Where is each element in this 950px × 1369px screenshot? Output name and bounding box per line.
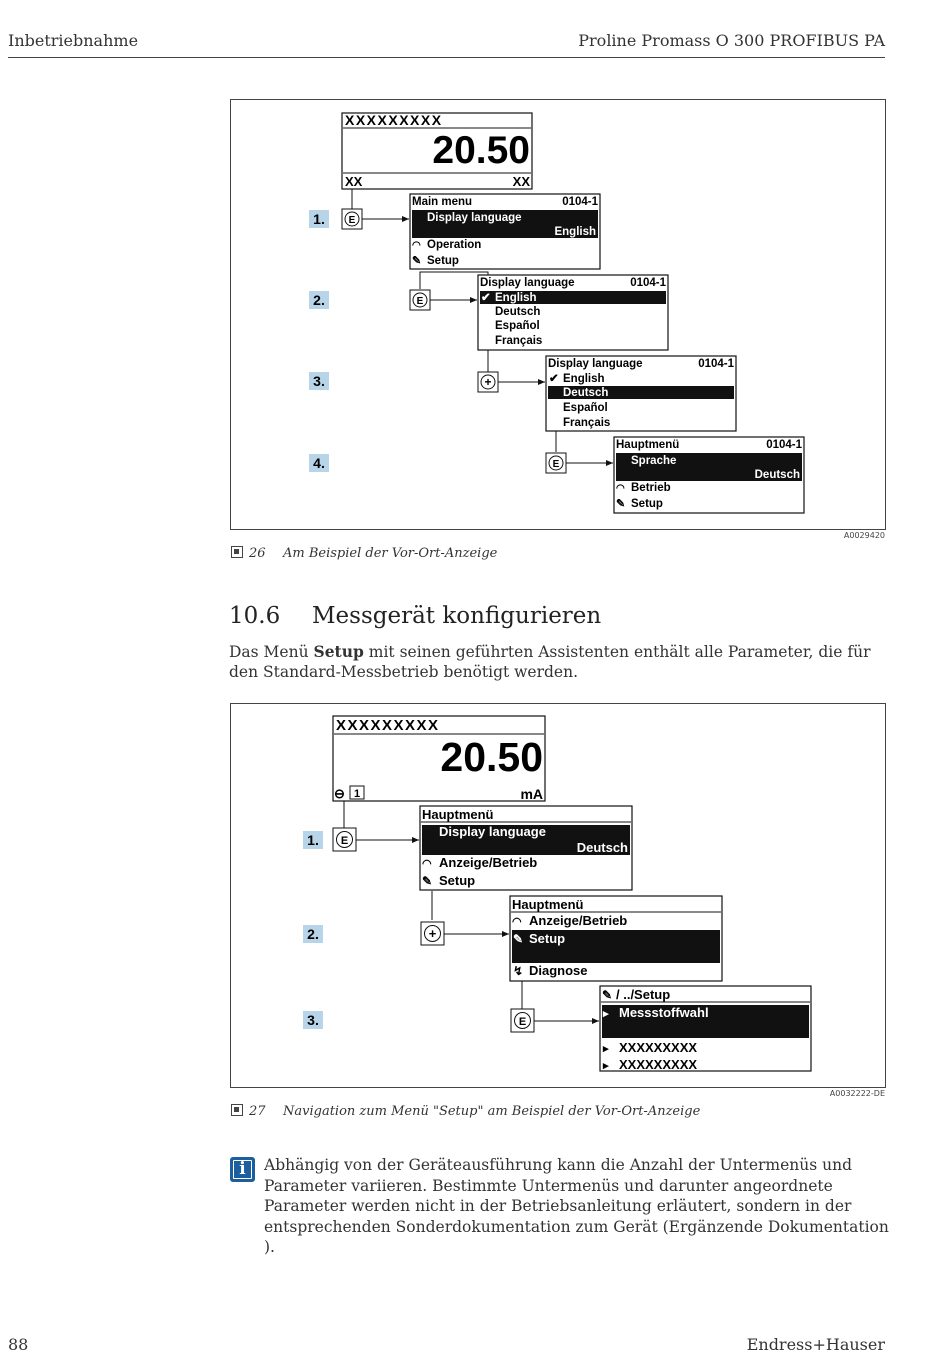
display-bottom-right: XX [512,174,530,189]
svg-text:E: E [340,835,349,847]
svg-text:Setup: Setup [631,498,663,510]
info-note: Abhängig von der Geräteausführung kann die Anzahl der Untermenüs und Parameter variieren. Bestimmte Untermenüs und darunter angeordnete Parameter werden nicht in der Betriebsanleitung erläutert, sondern in der entsprechenden Sonderdokumentation zum Gerät (Ergänzende Dokumentation ). [264,1156,889,1256]
output-icon: ⊖ [334,786,345,801]
wrench-icon: ✎ [513,932,524,946]
svg-text:+: + [484,375,492,389]
svg-text:+: + [428,926,437,941]
wrench-icon: ✎ [616,498,626,510]
svg-text:Messstoffwahl: Messstoffwahl [619,1005,709,1020]
svg-text:Español: Español [495,320,540,332]
section-heading: 10.6 Messgerät konfigurieren [229,603,602,629]
svg-text:E: E [348,215,356,226]
svg-text:Setup: Setup [439,873,476,888]
step-4-label: 4. [313,455,325,471]
footer-brand: Endress+Hauser [746,1335,885,1354]
running-header-right: Proline Promass O 300 PROFIBUS PA [578,31,885,50]
svg-text:Betrieb: Betrieb [631,482,671,494]
svg-text:Français: Français [495,335,543,347]
svg-text:XXXXXXXXX: XXXXXXXXX [619,1057,698,1072]
svg-text:Deutsch: Deutsch [576,840,628,855]
figure-26 [230,99,886,530]
svg-text:Hauptmenü: Hauptmenü [422,807,494,822]
info-icon: i [230,1157,255,1182]
svg-text:3.: 3. [307,1012,319,1028]
submenu-icon: ▸ [603,1008,609,1020]
svg-text:Display language: Display language [480,277,575,289]
svg-text:English: English [554,226,596,238]
diagnose-icon: ↯ [513,964,524,978]
svg-text:XXXXXXXXX: XXXXXXXXX [619,1040,698,1055]
figure-26-diagram [231,100,885,529]
svg-text:0104-1: 0104-1 [766,439,802,451]
svg-text:E: E [552,459,560,470]
figure-icon [231,546,243,558]
svg-text:Display language: Display language [427,212,522,224]
svg-text:E: E [416,296,424,307]
step-1-label: 1. [313,211,325,227]
svg-text:Setup: Setup [529,931,566,946]
display-value: 20.50 [440,734,543,780]
step-3-label: 3. [313,373,325,389]
figure-26-code: A0029420 [843,531,885,540]
figure-27-code: A0032222-DE [829,1089,885,1098]
figure-icon [231,1104,243,1116]
svg-text:E: E [518,1016,527,1028]
figure-27-caption: 27 Navigation zum Menü "Setup" am Beispiel der Vor-Ort-Anzeige [231,1104,700,1119]
svg-text:Anzeige/Betrieb: Anzeige/Betrieb [529,913,628,928]
svg-text:Display language: Display language [439,824,546,839]
display-top-label: XXXXXXXXX [336,717,440,734]
svg-text:Français: Français [563,417,611,429]
svg-text:English: English [563,373,605,385]
gauge-icon: ◠ [616,483,625,494]
gauge-icon: ◠ [412,240,421,251]
display-bottom-left: XX [345,174,363,189]
display-bottom-right: mA [520,786,543,802]
submenu-icon: ▸ [603,1043,609,1055]
section-paragraph: Das Menü Setup mit seinen geführten Assistenten enthält alle Parameter, die für den Standard-Messbetrieb benötigt werden. [229,642,871,681]
svg-text:Setup: Setup [427,255,459,267]
figure-27-diagram [231,704,885,1087]
wrench-icon: ✎ [412,255,422,267]
gauge-icon: ◠ [512,916,522,928]
svg-text:Hauptmenü: Hauptmenü [512,897,584,912]
svg-text:0104-1: 0104-1 [698,358,734,370]
svg-text:Display language: Display language [548,358,643,370]
display-top-label: XXXXXXXXX [345,112,443,128]
figure-26-caption: 26 Am Beispiel der Vor-Ort-Anzeige [231,546,497,561]
display-value: 20.50 [432,129,530,172]
checkmark-icon: ✔ [549,373,559,385]
wrench-icon: ✎ [602,988,613,1002]
svg-text:Sprache: Sprache [631,455,677,467]
svg-text:Español: Español [563,402,608,414]
svg-text:/ ../Setup: / ../Setup [616,987,671,1002]
svg-text:Deutsch: Deutsch [754,469,800,481]
svg-text:0104-1: 0104-1 [562,196,598,208]
svg-text:Hauptmenü: Hauptmenü [616,439,680,451]
step-2-label: 2. [313,292,325,308]
submenu-icon: ▸ [603,1060,609,1072]
svg-text:Deutsch: Deutsch [563,387,609,399]
svg-text:0104-1: 0104-1 [630,277,666,289]
header-rule [8,57,885,58]
checkmark-icon: ✔ [481,292,491,304]
svg-text:Diagnose: Diagnose [529,963,588,978]
page-number: 88 [8,1335,29,1354]
wrench-icon: ✎ [422,874,433,888]
running-header-left: Inbetriebnahme [8,31,139,50]
svg-text:Deutsch: Deutsch [495,306,541,318]
svg-text:Anzeige/Betrieb: Anzeige/Betrieb [439,855,538,870]
svg-text:Main menu: Main menu [412,196,473,208]
svg-text:Operation: Operation [427,239,482,251]
svg-text:English: English [495,292,537,304]
svg-text:1.: 1. [307,832,319,848]
gauge-icon: ◠ [422,858,432,870]
display-bottom-left: 1 [353,788,361,800]
figure-27 [230,703,886,1088]
svg-text:2.: 2. [307,926,319,942]
